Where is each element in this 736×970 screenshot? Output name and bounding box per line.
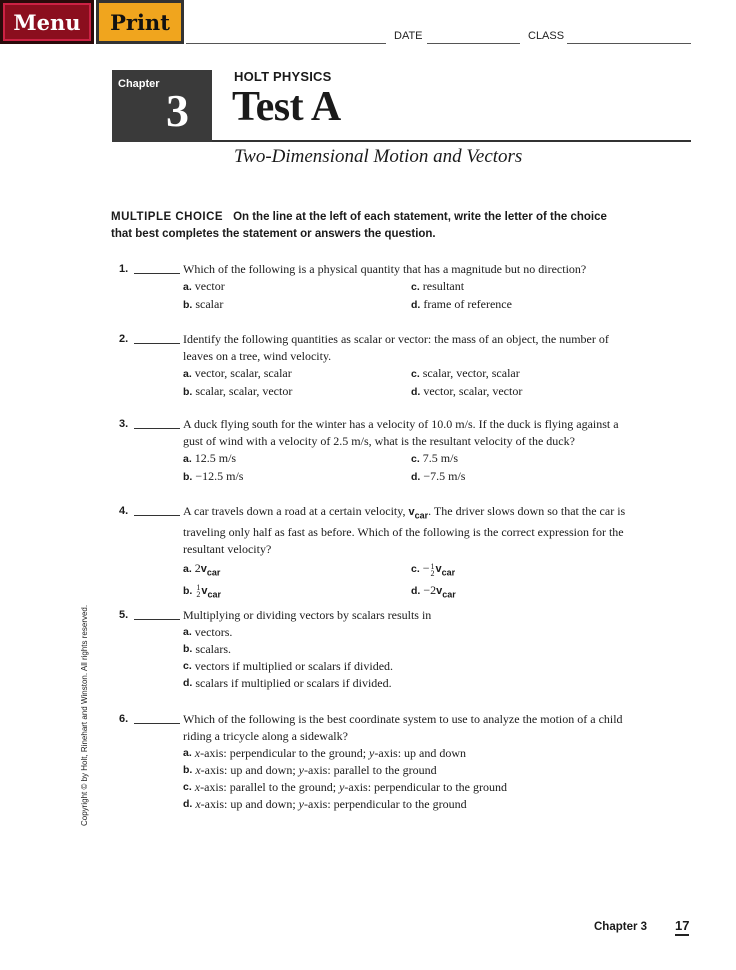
option-text: vector <box>194 279 225 293</box>
instructions-heading: MULTIPLE CHOICE <box>111 211 224 223</box>
answer-blank[interactable] <box>134 343 180 344</box>
vector-subscript: car <box>442 589 456 600</box>
fraction-numerator: 1 <box>430 561 435 571</box>
option-letter: c. <box>411 368 420 380</box>
question-number: 4. <box>119 505 129 517</box>
option-letter: d. <box>411 386 421 398</box>
option-text: -axis: up and down; <box>200 797 296 811</box>
vector-subscript: car <box>414 510 429 521</box>
page-number: 17 <box>675 918 689 936</box>
menu-button[interactable]: Menu <box>0 0 94 44</box>
option-b <box>183 296 411 314</box>
option-letter: c. <box>411 563 420 576</box>
option-letter: b. <box>183 643 193 655</box>
option-letter: d. <box>411 471 421 483</box>
option-letter: b. <box>183 471 193 483</box>
answer-blank[interactable] <box>134 619 180 620</box>
axis-y: y <box>298 797 304 811</box>
date-label: DATE <box>394 30 423 42</box>
option-a <box>183 624 639 641</box>
option-c <box>411 450 639 468</box>
option-letter: a. <box>183 368 192 380</box>
option-text: -axis: parallel to the ground; <box>200 780 337 794</box>
option-text: 12.5 m/s <box>194 451 237 465</box>
answer-blank[interactable] <box>134 723 180 724</box>
class-line <box>567 43 691 44</box>
question-text: A car travels down a road at a certain velocity, $v_{car}$. The driver slows down so that the car is traveling only half as fast as before. Which of the following is the correct expression for the resultant velocity? <box>183 504 626 557</box>
option-coefficient: 2 <box>194 561 201 576</box>
axis-y: y <box>298 763 304 777</box>
option-text: scalars if multiplied or scalars if divided. <box>195 676 392 690</box>
vector-symbol: v <box>435 563 442 576</box>
vector-symbol: v <box>408 506 415 518</box>
option-letter: c. <box>411 453 420 465</box>
option-letter: a. <box>183 563 192 576</box>
vector-symbol: v <box>436 584 443 597</box>
vector-symbol: v <box>201 584 208 597</box>
copyright-notice: Copyright © by Holt, Rinehart and Winston. All rights reserved. <box>80 604 89 826</box>
question-6 <box>119 711 639 813</box>
option-text: -axis: up and down <box>374 746 467 760</box>
name-line <box>186 43 386 44</box>
question-text: A duck flying south for the winter has a velocity of 10.0 m/s. If the duck is flying against a gust of wind with a velocity of 2.5 m/s, what is the resultant velocity of the duck? <box>183 417 619 448</box>
option-text: vector, scalar, scalar <box>194 366 292 380</box>
axis-x: x <box>195 797 201 811</box>
option-letter: b. <box>183 299 193 311</box>
option-letter: a. <box>183 453 192 465</box>
option-letter: d. <box>411 299 421 311</box>
print-button[interactable]: Print <box>96 0 184 44</box>
option-letter: a. <box>183 747 192 759</box>
answer-blank[interactable] <box>134 515 180 516</box>
question-number: 3. <box>119 418 129 430</box>
footer-chapter: Chapter 3 <box>594 921 648 933</box>
option-letter: b. <box>183 764 193 776</box>
option-text: -axis: up and down; <box>200 763 296 777</box>
option-text: scalar, vector, scalar <box>422 366 520 380</box>
option-text: -axis: perpendicular to the ground <box>344 780 508 794</box>
option-letter: b. <box>183 584 193 597</box>
vector-subscript: car <box>207 589 221 600</box>
option-text: vectors. <box>194 625 233 639</box>
option-b <box>183 762 639 779</box>
question-3 <box>119 416 639 486</box>
vector-subscript: car <box>206 567 221 578</box>
option-a <box>183 365 411 383</box>
title-rule <box>212 140 691 142</box>
option-letter: a. <box>183 281 192 293</box>
option-sign: − <box>422 561 430 576</box>
option-letter: d. <box>183 798 193 810</box>
option-b <box>183 582 411 603</box>
option-d <box>411 383 639 401</box>
option-text: -axis: perpendicular to the ground <box>304 797 467 811</box>
option-c <box>183 658 639 675</box>
option-text: frame of reference <box>423 297 512 311</box>
answer-blank[interactable] <box>134 273 180 274</box>
question-text: Which of the following is a physical quantity that has a magnitude but no direction? <box>183 262 587 276</box>
option-a <box>183 278 411 296</box>
option-b <box>183 468 411 486</box>
class-label: CLASS <box>528 30 565 42</box>
axis-y: y <box>369 746 375 760</box>
option-text: -axis: perpendicular to the ground; <box>200 746 367 760</box>
axis-x: x <box>194 746 201 760</box>
question-5 <box>119 607 639 692</box>
option-a <box>183 745 639 762</box>
option-c <box>411 560 639 581</box>
option-d <box>411 468 639 486</box>
fraction <box>431 563 435 577</box>
option-text: scalar, scalar, vector <box>195 384 293 398</box>
fraction <box>196 584 200 598</box>
option-d <box>411 296 639 314</box>
question-2 <box>119 331 639 401</box>
option-letter: c. <box>183 781 192 793</box>
option-a <box>183 450 411 468</box>
question-4 <box>119 503 639 603</box>
option-text: −7.5 m/s <box>423 469 466 483</box>
option-text: 7.5 m/s <box>422 451 459 465</box>
option-d <box>183 796 639 813</box>
option-c <box>411 365 639 383</box>
option-text: scalars. <box>195 642 231 656</box>
axis-x: x <box>194 780 201 794</box>
option-text: scalar <box>195 297 224 311</box>
option-text: −12.5 m/s <box>195 469 244 483</box>
option-coefficient: −2 <box>423 582 437 597</box>
option-letter: c. <box>411 281 420 293</box>
question-text: Multiplying or dividing vectors by scalars results in <box>183 608 432 622</box>
option-text: vectors if multiplied or scalars if divided. <box>194 659 394 673</box>
option-letter: a. <box>183 626 192 638</box>
question-1 <box>119 261 639 314</box>
question-number: 1. <box>119 263 129 275</box>
option-c <box>183 779 639 796</box>
option-d <box>411 582 639 603</box>
question-number: 5. <box>119 609 129 621</box>
fraction-denominator: 2 <box>430 568 435 578</box>
question-text: Identify the following quantities as scalar or vector: the mass of an object, the number of leaves on a tree, wind velocity. <box>183 332 609 363</box>
fraction-denominator: 2 <box>196 590 201 600</box>
option-letter: d. <box>183 677 193 689</box>
option-a <box>183 560 411 581</box>
instructions <box>111 209 631 243</box>
date-line <box>427 43 520 44</box>
option-b <box>183 383 411 401</box>
option-b <box>183 641 639 658</box>
option-text: -axis: parallel to the ground <box>304 763 437 777</box>
chapter-number: 3 <box>166 85 189 136</box>
vector-subscript: car <box>441 567 456 578</box>
axis-y: y <box>339 780 345 794</box>
option-text: vector, scalar, vector <box>423 384 523 398</box>
option-text: resultant <box>422 279 465 293</box>
option-letter: b. <box>183 386 193 398</box>
page-subtitle: Two-Dimensional Motion and Vectors <box>234 146 523 167</box>
question-text: Which of the following is the best coordinate system to use to analyze the motion of a child riding a tricycle along a sidewalk? <box>183 712 623 743</box>
publisher-label: HOLT PHYSICS <box>234 69 332 84</box>
fraction-numerator: 1 <box>196 583 201 593</box>
option-letter: d. <box>411 584 421 597</box>
instructions-text: On the line at the left of each statement, write the letter of the choice that best completes the statement or answers the question. <box>111 211 607 240</box>
option-d <box>183 675 639 692</box>
answer-blank[interactable] <box>134 428 180 429</box>
question-text-post: The driver slows down so that the car is traveling only half as fast as before. Which of the following is the correct expression for the resultant velocity? <box>183 504 626 557</box>
page-title: Test A <box>232 84 341 130</box>
question-text-pre: A car travels down a road at a certain velocity, <box>183 504 406 518</box>
chapter-label: Chapter <box>118 78 160 90</box>
question-number: 2. <box>119 333 129 345</box>
vector-symbol: v <box>200 563 207 576</box>
question-number: 6. <box>119 713 129 725</box>
option-letter: c. <box>183 660 192 672</box>
option-c <box>411 278 639 296</box>
axis-x: x <box>195 763 201 777</box>
